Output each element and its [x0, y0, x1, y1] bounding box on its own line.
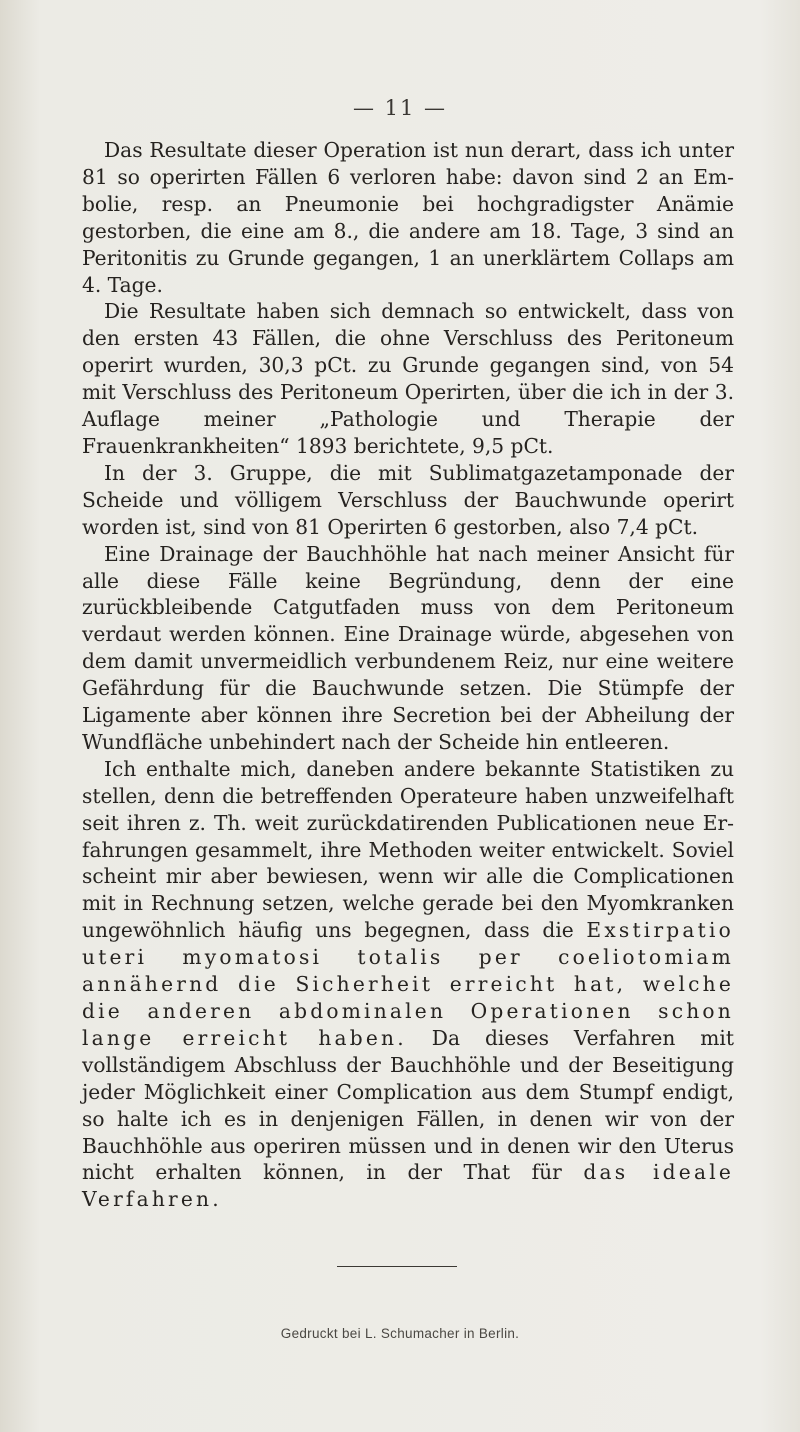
conclusion-emphasis-2: das ideale Verfahren. — [82, 1160, 734, 1212]
paragraph-results: Das Resultate dieser Operation ist nun derart, dass ich unter 81 so operirten Fällen 6 verloren habe: davon sind 2 an Embolie, resp. an Pneumonie bei hochgradigster Anämie gestorben, die eine am 8., die andere am 18. Tage, 3 sind an Peritonitis zu Grunde gegangen, 1 an unerklärtem Collaps am 4. Tage. — [82, 138, 734, 297]
page-number: — 11 — — [352, 96, 448, 120]
paragraph-third-group: In der 3. Gruppe, die mit Sublimatgazetamponade der Scheide und völligem Verschluss der Bauchwunde operirt worden ist, sind von 81 Operirten 6 gestorben, also 7,4 pCt. — [82, 460, 734, 539]
conclusion-text-2: Da dieses Verfahren mit vollständigem Abschluss der Bauchhöhle und der Beseitigung jeder Möglichkeit einer Complication aus dem Stumpf endigt, so halte ich es in denjenigen Fällen, in denen wir von der Bauchhöhle aus operiren müssen und in denen wir den Uterus nicht erhalten können, in der That für — [82, 1025, 734, 1185]
body-text — [82, 137, 734, 1213]
printer-imprint: Gedruckt bei L. Schumacher in Berlin. — [280, 1326, 520, 1341]
paragraph-drainage: Eine Drainage der Bauchhöhle hat nach meiner Ansicht für alle diese Fälle keine Begründung, denn der eine zurückbleibende Catgutfaden muss von dem Peritoneum verdaut werden können. Eine Drainage würde, abgesehen von dem damit unvermeidlich verbundenem Reiz, nur eine weitere Gefährdung für die Bauchwunde setzen. Die Stümpfe der Ligamente aber können ihre Secretion bei der Abheilung der Wundfläche unbehindert nach der Scheide hin entleeren. — [82, 541, 734, 754]
closing-rule — [337, 1266, 457, 1267]
conclusion-emphasis-1: Exstirpatio uteri myomatosi totalis per coeliotomiam annähernd die Sicherheit erreicht hat, welche die anderen abdominalen Operationen schon lange erreicht haben. — [82, 918, 734, 1050]
paragraph-statistics: Die Resultate haben sich demnach so entwickelt, dass von den ersten 43 Fällen, die ohne Verschluss des Peritoneum operirt wurden, 30,3 pCt. zu Grunde gegangen sind, von 54 mit Verschluss des Peritoneum Operirten, über die ich in der 3. Auflage meiner „Pathologie und Therapie der Frauenkrankheiten“ 1893 berichtete, 9,5 pCt. — [82, 299, 734, 458]
conclusion-text-1: Ich enthalte mich, daneben andere bekannte Statistiken zu stellen, denn die betreffenden Operateure haben unzweifelhaft seit ihren z. Th. weit zurückdatirenden Publicationen neue Erfahrungen gesammelt, ihre Methoden weiter entwickelt. Soviel scheint mir aber bewiesen, wenn wir alle die Complicationen mit in Rechnung setzen, welche gerade bei den Myomkranken ungewöhnlich häufig uns begegnen, dass die — [82, 756, 734, 943]
paragraph-conclusion — [82, 756, 734, 1213]
